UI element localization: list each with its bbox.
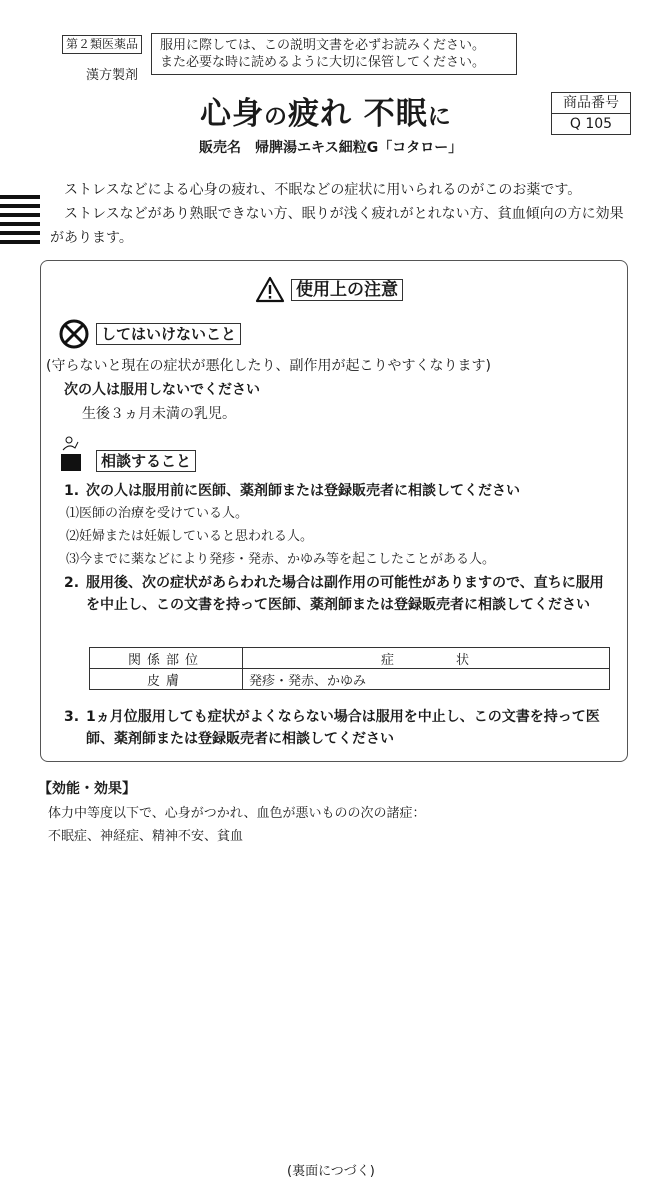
intro-line-1: ストレスなどによる心身の疲れ、不眠などの症状に用いられるのがこのお薬です。 xyxy=(64,182,582,198)
consult-sub-2: ⑵妊婦または妊娠していると思われる人。 xyxy=(66,529,314,544)
consult-item-1-number: 1. xyxy=(64,483,80,499)
prohibited-icon xyxy=(58,318,90,350)
drug-category-label: 第２類医薬品 xyxy=(62,35,142,54)
consult-heading xyxy=(60,434,196,472)
effects-line-1: 体力中等度以下で、心身がつかれ、血色が悪いものの次の諸症： xyxy=(48,806,426,821)
continued-note: (裏面につづく) xyxy=(287,1164,375,1179)
consult-item-3-number: 3. xyxy=(64,709,80,725)
notice-line-2: また必要な時に読めるように大切に保管してください。 xyxy=(160,55,486,70)
caution-heading xyxy=(255,276,403,303)
product-code-value: Q 105 xyxy=(552,113,630,134)
table-header-symptom: 症 状 xyxy=(243,648,610,669)
prohibited-title: してはいけないこと xyxy=(96,323,241,345)
title-part-1: 心身 xyxy=(200,96,264,132)
consult-person-icon xyxy=(60,434,82,472)
consult-item-2 xyxy=(64,572,612,616)
caution-title: 使用上の注意 xyxy=(291,279,403,301)
side-effect-table xyxy=(89,647,610,690)
warning-icon xyxy=(255,276,285,303)
prohibited-item: 生後３ヵ月未満の乳児。 xyxy=(82,406,236,422)
index-tab-bars xyxy=(0,195,40,249)
brand-name: 販売名 帰脾湯エキス細粒G「コタロー」 xyxy=(199,140,463,156)
table-row xyxy=(90,669,610,690)
consult-item-1-text: 次の人は服用前に医師、薬剤師または登録販売者に相談してください xyxy=(86,483,520,499)
prohibited-subheading: 次の人は服用しないでください xyxy=(64,382,260,398)
title-part-2: の xyxy=(264,104,288,130)
consult-item-3-text: 1ヵ月位服用しても症状がよくならない場合は服用を中止し、この文書を持って医師、薬剤師または登録販売者に相談してください xyxy=(86,709,600,747)
title-part-3: 疲れ 不眠 xyxy=(288,96,428,132)
consult-title: 相談すること xyxy=(96,450,196,472)
consult-sub-3: ⑶今までに薬などにより発疹・発赤、かゆみ等を起こしたことがある人。 xyxy=(66,552,496,567)
prohibited-note: (守らないと現在の症状が悪化したり、副作用が起こりやすくなります) xyxy=(46,358,491,374)
table-row xyxy=(90,648,610,669)
title-part-4: に xyxy=(427,104,452,130)
consult-item-2-text: 服用後、次の症状があらわれた場合は副作用の可能性がありますので、直ちに服用を中止し、この文書を持って医師、薬剤師または登録販売者に相談してください xyxy=(86,575,604,613)
consult-item-1 xyxy=(64,480,604,502)
consult-sub-1: ⑴医師の治療を受けている人。 xyxy=(66,506,249,521)
table-header-part: 関係部位 xyxy=(90,648,243,669)
kampo-label: 漢方製剤 xyxy=(86,68,139,83)
consult-item-2-number: 2. xyxy=(64,575,80,591)
notice-line-1: 服用に際しては、この説明文書を必ずお読みください。 xyxy=(160,38,486,53)
prohibited-heading xyxy=(58,318,241,350)
product-code-box xyxy=(551,92,631,135)
product-code-label: 商品番号 xyxy=(563,95,619,111)
notice-box xyxy=(151,33,517,75)
effects-line-2: 不眠症、神経症、精神不安、貧血 xyxy=(48,829,244,844)
product-title xyxy=(200,88,452,133)
effects-heading: 【効能・効果】 xyxy=(38,781,136,797)
table-cell-symptom: 発疹・発赤、かゆみ xyxy=(243,669,610,690)
consult-item-3 xyxy=(64,706,612,750)
table-cell-part: 皮膚 xyxy=(90,669,243,690)
intro-line-2: ストレスなどがあり熟眠できない方、眠りが浅く疲れがとれない方、貧血傾向の方に効果があります。 xyxy=(50,206,624,246)
intro-text xyxy=(50,178,630,250)
